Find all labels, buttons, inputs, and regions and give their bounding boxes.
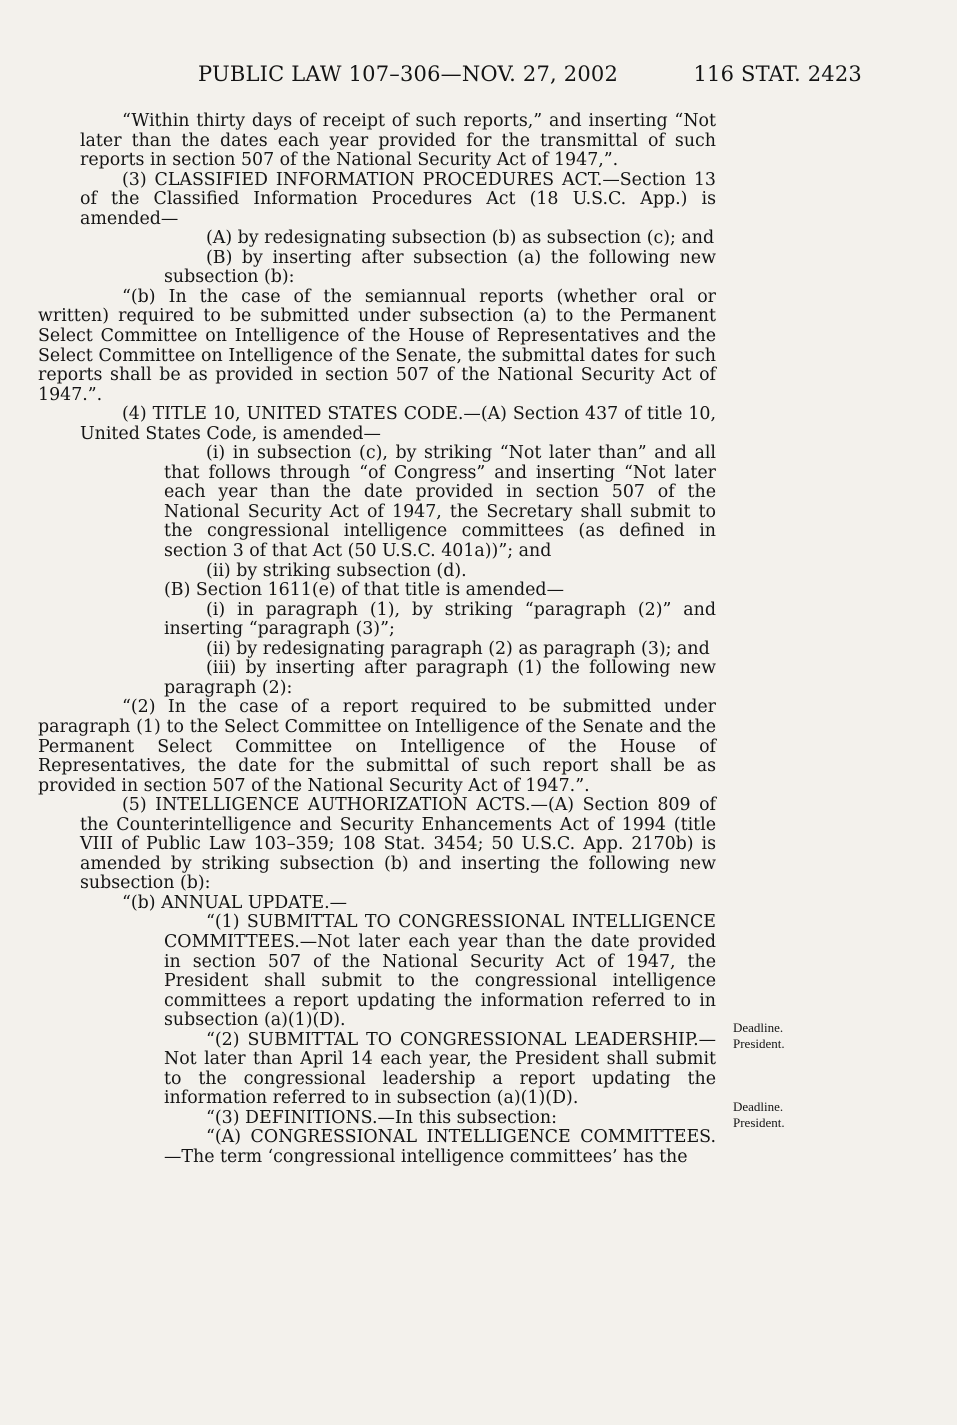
- paragraph: (i) in paragraph (1), by striking “paragraph (2)” and inserting “paragraph (3)”;: [164, 599, 716, 640]
- paragraph: (5) INTELLIGENCE AUTHORIZATION ACTS.—(A) Section 809 of the Counterintelligence and Security Enhancements Act of 1994 (title VIII of Public Law 103–359; 108 Stat. 3454; 50 U.S.C. App. 2170b) is amended by striking subsection (b) and inserting the following new subsection (b):: [80, 795, 716, 894]
- margin-note-president: President.: [733, 1115, 785, 1130]
- paragraph: (ii) by striking subsection (d).: [206, 560, 467, 581]
- paragraph: “(b) In the case of the semiannual reports (whether oral or written) required to be submitted under subsection (a) to the Permanent Select Committee on Intelligence of the House of Representatives and the Select Committee on Intelligence of the Senate, the submittal dates for such reports shall be as provided in section 507 of the National Security Act of 1947.”.: [38, 286, 716, 405]
- statute-citation: 116 STAT. 2423: [693, 62, 862, 86]
- paragraph: “(2) SUBMITTAL TO CONGRESSIONAL LEADERSHIP.—Not later than April 14 each year, the President shall submit to the congressional leadership a report updating the information referred to in subsection (a)(1)(D).: [164, 1029, 716, 1109]
- margin-note: [733, 1099, 833, 1131]
- page-header: [198, 62, 862, 86]
- paragraph: “(2) In the case of a report required to be submitted under paragraph (1) to the Select Committee on Intelligence of the Senate and the Permanent Select Committee on Intelligence of the House of Representatives, the date for the submittal of such report shall be as provided in section 507 of the National Security Act of 1947.”.: [38, 697, 716, 796]
- paragraph: (4) TITLE 10, UNITED STATES CODE.—(A) Section 437 of title 10, United States Code, is amended—: [80, 404, 716, 444]
- paragraph: (3) CLASSIFIED INFORMATION PROCEDURES ACT.—Section 13 of the Classified Information Procedures Act (18 U.S.C. App.) is amended—: [80, 169, 716, 229]
- margin-note-president: President.: [733, 1036, 785, 1051]
- paragraph: (i) in subsection (c), by striking “Not later than” and all that follows through “of Congress” and inserting “Not later each year than the date provided in section 507 of the National Security Act of 1947, the Secretary shall submit to the congressional intelligence committees (as defined in section 3 of that Act (50 U.S.C. 401a))”; and: [164, 443, 716, 562]
- paragraph: (iii) by inserting after paragraph (1) the following new paragraph (2):: [164, 658, 716, 698]
- margin-note-deadline: Deadline.: [733, 1099, 784, 1114]
- paragraph: (A) by redesignating subsection (b) as subsection (c); and: [206, 228, 715, 249]
- paragraph: “Within thirty days of receipt of such reports,” and inserting “Not later than the dates each year provided for the transmittal of such reports in section 507 of the National Security Act of 1947,”.: [80, 111, 716, 171]
- paragraph: “(A) CONGRESSIONAL INTELLIGENCE COMMITTEES.—The term ‘congressional intelligence committees’ has the: [164, 1127, 716, 1167]
- paragraph: “(3) DEFINITIONS.—In this subsection:: [206, 1107, 557, 1128]
- paragraph: (ii) by redesignating paragraph (2) as paragraph (3); and: [206, 638, 710, 659]
- margin-note-deadline: Deadline.: [733, 1020, 784, 1035]
- paragraph: “(1) SUBMITTAL TO CONGRESSIONAL INTELLIGENCE COMMITTEES.—Not later each year than the date provided in section 507 of the National Security Act of 1947, the President shall submit to the congressional intelligence committees a report updating the information referred to in subsection (a)(1)(D).: [164, 912, 716, 1031]
- margin-note: [733, 1020, 833, 1052]
- body-text: [38, 111, 716, 1168]
- paragraph: “(b) ANNUAL UPDATE.—: [122, 892, 347, 913]
- paragraph: (B) Section 1611(e) of that title is amended—: [164, 580, 564, 601]
- running-head-title: PUBLIC LAW 107–306—NOV. 27, 2002: [198, 62, 619, 86]
- paragraph: (B) by inserting after subsection (a) the following new subsection (b):: [164, 247, 716, 288]
